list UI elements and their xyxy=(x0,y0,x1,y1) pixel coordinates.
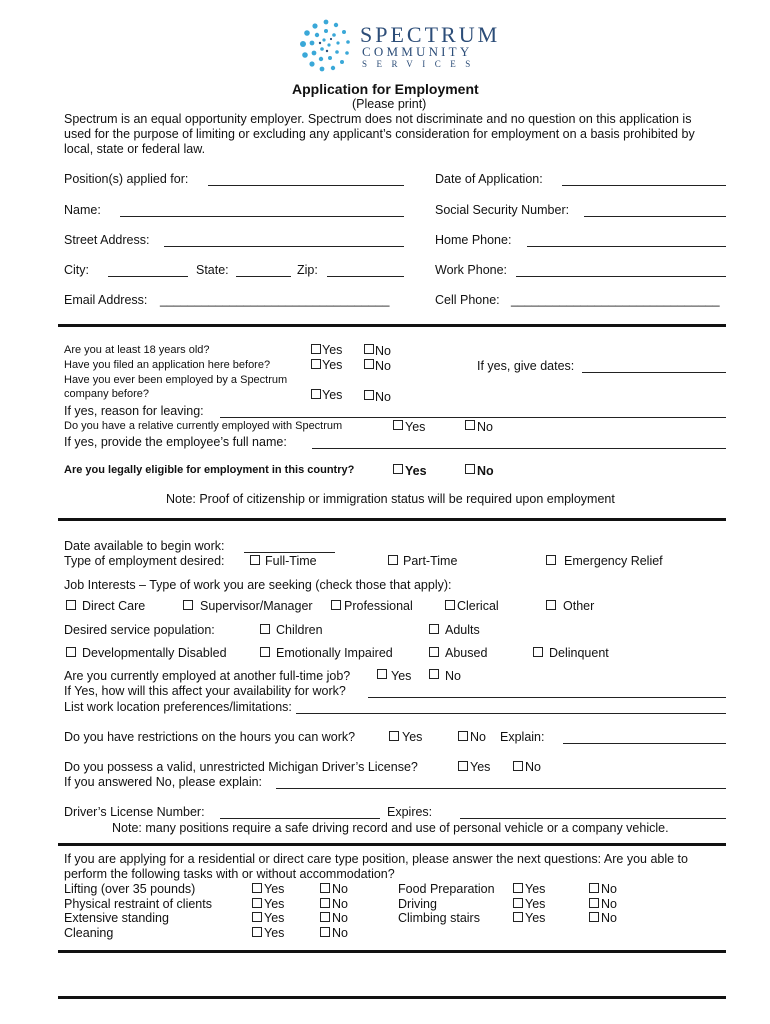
task-no-label: No xyxy=(601,882,617,896)
part-time-checkbox[interactable] xyxy=(388,555,398,565)
state-label: State: xyxy=(196,263,229,277)
task-no-label: No xyxy=(601,897,617,911)
professional-label: Professional xyxy=(344,599,413,613)
section-divider xyxy=(58,324,726,327)
fulltime-job-no-checkbox[interactable] xyxy=(429,669,439,679)
restrictions-no-checkbox[interactable] xyxy=(458,731,468,741)
clerical-checkbox[interactable] xyxy=(445,600,455,610)
if-no-explain-field[interactable] xyxy=(276,788,726,789)
eligible-no-checkbox[interactable] xyxy=(465,464,475,474)
license-no-label: No xyxy=(525,760,541,774)
explain-field[interactable] xyxy=(563,743,726,744)
task-label: Food Preparation xyxy=(398,882,495,896)
date-available-field[interactable] xyxy=(244,552,335,553)
children-label: Children xyxy=(276,623,323,637)
q-employed-label-2: company before? xyxy=(64,388,149,400)
eligible-no-label: No xyxy=(477,464,494,478)
q-fulltime-job-label: Are you currently employed at another full-time job? xyxy=(64,669,351,683)
q-restrictions-label: Do you have restrictions on the hours you can work? xyxy=(64,730,356,744)
q-relative-label: Do you have a relative currently employed with Spectrum xyxy=(64,420,343,432)
positions-label: Position(s) applied for: xyxy=(64,172,189,186)
task-yes-label: Yes xyxy=(525,911,546,925)
filed-yes-checkbox[interactable] xyxy=(311,359,321,369)
task-no-checkbox[interactable] xyxy=(589,912,599,922)
license-yes-checkbox[interactable] xyxy=(458,761,468,771)
home-phone-label: Home Phone: xyxy=(435,233,512,247)
section-divider xyxy=(58,996,726,999)
reason-leaving-field[interactable] xyxy=(220,417,726,418)
task-no-label: No xyxy=(332,926,348,940)
task-no-label: No xyxy=(601,911,617,925)
age-no-checkbox[interactable] xyxy=(364,344,374,354)
cell-phone-label: Cell Phone: xyxy=(435,293,500,307)
city-label: City: xyxy=(64,263,89,277)
task-yes-checkbox[interactable] xyxy=(252,898,262,908)
full-time-checkbox[interactable] xyxy=(250,555,260,565)
email-field[interactable]: _________________________________ xyxy=(160,293,390,307)
dates-field[interactable] xyxy=(582,372,726,373)
license-number-label: Driver’s License Number: xyxy=(64,805,205,819)
adults-label: Adults xyxy=(445,623,480,637)
task-yes-label: Yes xyxy=(264,897,285,911)
task-yes-label: Yes xyxy=(264,911,285,925)
zip-label: Zip: xyxy=(297,263,318,277)
name-field[interactable] xyxy=(120,216,404,217)
intro-line-1: Spectrum is an equal opportunity employer. Spectrum does not discriminate and no question on this application is xyxy=(64,112,692,126)
task-no-checkbox[interactable] xyxy=(320,912,330,922)
date-available-label: Date available to begin work: xyxy=(64,539,225,553)
emergency-relief-checkbox[interactable] xyxy=(546,555,556,565)
age-no-label: No xyxy=(375,344,391,358)
section-divider xyxy=(58,518,726,521)
driving-note: Note: many positions require a safe driving record and use of personal vehicle or a company vehicle. xyxy=(112,821,669,835)
employment-type-label: Type of employment desired: xyxy=(64,554,225,568)
relative-no-label: No xyxy=(477,420,493,434)
service-population-label: Desired service population: xyxy=(64,623,215,637)
task-no-label: No xyxy=(332,911,348,925)
if-yes-dates-label: If yes, give dates: xyxy=(477,359,575,373)
cell-phone-field[interactable]: ______________________________ xyxy=(511,293,720,307)
logo-line1: SPECTRUM xyxy=(360,22,501,47)
direct-care-checkbox[interactable] xyxy=(66,600,76,610)
age-yes-checkbox[interactable] xyxy=(311,344,321,354)
task-no-label: No xyxy=(332,882,348,896)
dev-disabled-label: Developmentally Disabled xyxy=(82,646,227,660)
task-label: Physical restraint of clients xyxy=(64,897,212,911)
q-employed-label-1: Have you ever been employed by a Spectrum xyxy=(64,374,288,386)
part-time-label: Part-Time xyxy=(403,554,458,568)
task-yes-label: Yes xyxy=(264,926,285,940)
abused-checkbox[interactable] xyxy=(429,647,439,657)
abused-label: Abused xyxy=(445,646,488,660)
filed-yes-label: Yes xyxy=(322,358,343,372)
employed-no-checkbox[interactable] xyxy=(364,390,374,400)
relative-yes-checkbox[interactable] xyxy=(393,420,403,430)
task-yes-checkbox[interactable] xyxy=(252,883,262,893)
age-yes-label: Yes xyxy=(322,343,343,357)
task-yes-checkbox[interactable] xyxy=(513,898,523,908)
section-divider xyxy=(58,843,726,846)
expires-label: Expires: xyxy=(387,805,433,819)
eligible-yes-checkbox[interactable] xyxy=(393,464,403,474)
clerical-label: Clerical xyxy=(457,599,499,613)
relative-no-checkbox[interactable] xyxy=(465,420,475,430)
restrictions-yes-checkbox[interactable] xyxy=(389,731,399,741)
task-label: Extensive standing xyxy=(64,911,169,925)
supervisor-label: Supervisor/Manager xyxy=(200,599,313,613)
task-yes-label: Yes xyxy=(525,882,546,896)
license-yes-label: Yes xyxy=(470,760,491,774)
q-filed-label: Have you filed an application here before? xyxy=(64,359,271,371)
work-phone-label: Work Phone: xyxy=(435,263,508,277)
task-label: Cleaning xyxy=(64,926,114,940)
affect-availability-field[interactable] xyxy=(368,697,726,698)
license-no-checkbox[interactable] xyxy=(513,761,523,771)
task-yes-checkbox[interactable] xyxy=(513,883,523,893)
city-field[interactable] xyxy=(108,276,188,277)
location-prefs-label: List work location preferences/limitations: xyxy=(64,700,292,714)
employed-yes-checkbox[interactable] xyxy=(311,389,321,399)
task-no-label: No xyxy=(332,897,348,911)
supervisor-checkbox[interactable] xyxy=(183,600,193,610)
name-label: Name: xyxy=(64,203,101,217)
relative-name-label: If yes, provide the employee’s full name: xyxy=(64,435,287,449)
fulltime-job-no-label: No xyxy=(445,669,461,683)
direct-care-label: Direct Care xyxy=(82,599,146,613)
zip-field[interactable] xyxy=(327,276,404,277)
adults-checkbox[interactable] xyxy=(429,624,439,634)
emergency-relief-label: Emergency Relief xyxy=(564,554,663,568)
state-field[interactable] xyxy=(236,276,291,277)
task-label: Climbing stairs xyxy=(398,911,480,925)
location-prefs-field[interactable] xyxy=(296,713,726,714)
task-yes-label: Yes xyxy=(525,897,546,911)
children-checkbox[interactable] xyxy=(260,624,270,634)
explain-label: Explain: xyxy=(500,730,545,744)
professional-checkbox[interactable] xyxy=(331,600,341,610)
task-no-checkbox[interactable] xyxy=(320,898,330,908)
job-interests-label: Job Interests – Type of work you are seeking (check those that apply): xyxy=(64,578,452,592)
task-no-checkbox[interactable] xyxy=(320,883,330,893)
full-time-label: Full-Time xyxy=(265,554,317,568)
section-divider xyxy=(58,950,726,953)
task-yes-checkbox[interactable] xyxy=(513,912,523,922)
task-yes-label: Yes xyxy=(264,882,285,896)
task-yes-checkbox[interactable] xyxy=(252,912,262,922)
work-phone-field[interactable] xyxy=(516,276,726,277)
fulltime-job-yes-checkbox[interactable] xyxy=(377,669,387,679)
intro-line-3: local, state or federal law. xyxy=(64,142,206,156)
restrictions-yes-label: Yes xyxy=(402,730,423,744)
q-eligible-label: Are you legally eligible for employment in this country? xyxy=(64,464,355,476)
eligible-yes-label: Yes xyxy=(405,464,427,478)
logo-dots-icon xyxy=(296,16,356,76)
home-phone-field[interactable] xyxy=(527,246,726,247)
direct-care-intro-1: If you are applying for a residential or direct care type position, please answer the next questions: Are you able to xyxy=(64,852,688,866)
reason-leaving-label: If yes, reason for leaving: xyxy=(64,404,204,418)
other-checkbox[interactable] xyxy=(546,600,556,610)
task-yes-checkbox[interactable] xyxy=(252,927,262,937)
intro-line-2: used for the purpose of limiting or excluding any applicant’s consideration for employment on a basis prohibited by xyxy=(64,127,695,141)
affect-availability-label: If Yes, how will this affect your availability for work? xyxy=(64,684,346,698)
relative-name-field[interactable] xyxy=(312,448,726,449)
employed-no-label: No xyxy=(375,390,391,404)
fulltime-job-yes-label: Yes xyxy=(391,669,412,683)
task-no-checkbox[interactable] xyxy=(320,927,330,937)
dev-disabled-checkbox[interactable] xyxy=(66,647,76,657)
emot-impaired-checkbox[interactable] xyxy=(260,647,270,657)
filed-no-checkbox[interactable] xyxy=(364,359,374,369)
delinquent-checkbox[interactable] xyxy=(533,647,543,657)
citizenship-note: Note: Proof of citizenship or immigration status will be required upon employment xyxy=(166,492,615,506)
ssn-field[interactable] xyxy=(584,216,726,217)
q-license-label: Do you possess a valid, unrestricted Michigan Driver’s License? xyxy=(64,760,418,774)
direct-care-intro-2: perform the following tasks with or without accommodation? xyxy=(64,867,395,881)
license-number-field[interactable] xyxy=(220,818,380,819)
other-label: Other xyxy=(563,599,595,613)
positions-field[interactable] xyxy=(208,185,404,186)
logo-line2: COMMUNITY xyxy=(362,44,473,59)
q-age-label: Are you at least 18 years old? xyxy=(64,344,210,356)
logo-line3: SERVICES xyxy=(362,59,480,69)
delinquent-label: Delinquent xyxy=(549,646,609,660)
date-application-label: Date of Application: xyxy=(435,172,543,186)
filed-no-label: No xyxy=(375,359,391,373)
task-label: Driving xyxy=(398,897,437,911)
restrictions-no-label: No xyxy=(470,730,486,744)
employed-yes-label: Yes xyxy=(322,388,343,402)
expires-field[interactable] xyxy=(460,818,726,819)
date-application-field[interactable] xyxy=(562,185,726,186)
task-no-checkbox[interactable] xyxy=(589,898,599,908)
task-no-checkbox[interactable] xyxy=(589,883,599,893)
ssn-label: Social Security Number: xyxy=(435,203,570,217)
task-label: Lifting (over 35 pounds) xyxy=(64,882,196,896)
email-label: Email Address: xyxy=(64,293,148,307)
street-field[interactable] xyxy=(164,246,404,247)
emot-impaired-label: Emotionally Impaired xyxy=(276,646,393,660)
if-no-explain-label: If you answered No, please explain: xyxy=(64,775,263,789)
page-subtitle: (Please print) xyxy=(352,97,427,111)
street-label: Street Address: xyxy=(64,233,150,247)
relative-yes-label: Yes xyxy=(405,420,426,434)
page-title: Application for Employment xyxy=(292,81,479,97)
